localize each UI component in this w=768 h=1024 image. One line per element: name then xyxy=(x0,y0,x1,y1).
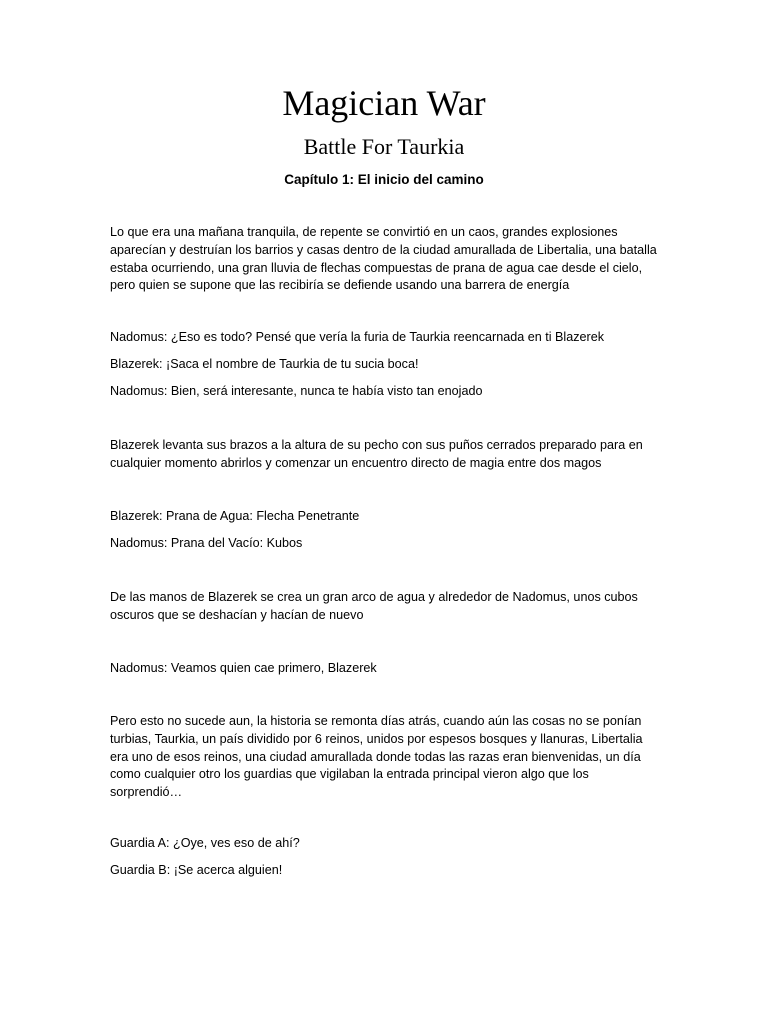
paragraph-narration: De las manos de Blazerek se crea un gran arco de agua y alrededor de Nadomus, unos cubos oscuros que se deshacían y hacían de nuevo xyxy=(110,590,638,622)
chapter-heading: Capítulo 1: El inicio del camino xyxy=(284,172,484,187)
dialogue-line: Nadomus: ¿Eso es todo? Pensé que vería la furia de Taurkia reencarnada en ti Blazerek xyxy=(110,330,605,344)
paragraph-narration: Blazerek levanta sus brazos a la altura de su pecho con sus puños cerrados preparado para en cualquier momento abrirlos y comenzar un encuentro directo de magia entre dos magos xyxy=(110,438,643,470)
paragraph-opening: Lo que era una mañana tranquila, de repente se convirtió en un caos, grandes explosiones aparecían y destruían los barrios y casas dentro de la ciudad amurallada de Libertalia, una batalla estaba ocurriendo, una gran lluvia de flechas compuestas de prana de agua cae desde el cielo, pero quien se supone que las recibiría se defiende usando una barrera de energía xyxy=(110,225,657,293)
document-subtitle: Battle For Taurkia xyxy=(303,134,465,159)
dialogue-line: Blazerek: ¡Saca el nombre de Taurkia de tu sucia boca! xyxy=(110,357,419,371)
dialogue-line: Nadomus: Prana del Vacío: Kubos xyxy=(110,536,303,550)
dialogue-line: Nadomus: Veamos quien cae primero, Blazerek xyxy=(110,661,377,675)
dialogue-line: Guardia B: ¡Se acerca alguien! xyxy=(110,863,283,877)
dialogue-line: Nadomus: Bien, será interesante, nunca te había visto tan enojado xyxy=(110,384,483,398)
dialogue-line: Blazerek: Prana de Agua: Flecha Penetrante xyxy=(110,509,360,523)
paragraph-narration: Pero esto no sucede aun, la historia se remonta días atrás, cuando aún las cosas no se ponían turbias, Taurkia, un país dividido por 6 reinos, unidos por espesos bosques y llanuras, Libertalia era uno de esos reinos, una ciudad amurallada donde todas las razas eran bienvenidas, un día como cualquier otro los guardias que vigilaban la entrada principal vieron algo que los sorprendió… xyxy=(110,714,643,800)
document-title: Magician War xyxy=(282,83,486,123)
dialogue-line: Guardia A: ¿Oye, ves eso de ahí? xyxy=(110,836,300,850)
